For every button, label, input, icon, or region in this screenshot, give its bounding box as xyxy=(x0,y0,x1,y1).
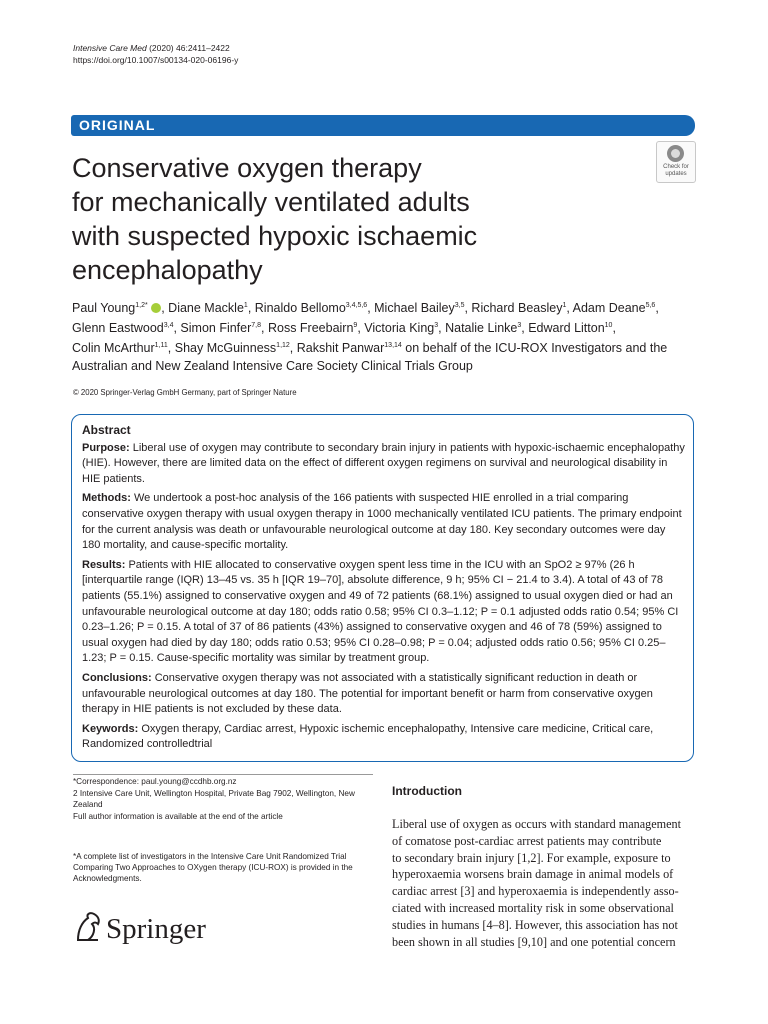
abstract-conclusions xyxy=(82,671,686,718)
author-line: Colin McArthur$^{1,11}$, Shay McGuinness$^{1,12}$, Rakshit Panwar$^{13,14}$ on behalf of the ICU-ROX Investigators and the xyxy=(72,341,668,356)
text-line: hyperoxaemia worsens brain damage in animal models of xyxy=(392,867,674,882)
section-label: Keywords: xyxy=(82,722,139,735)
check-updates-icon xyxy=(667,145,684,162)
springer-horse-icon xyxy=(72,910,104,944)
abstract-keywords xyxy=(82,722,686,753)
section-label: Purpose: xyxy=(82,441,130,454)
orcid-icon[interactable] xyxy=(151,303,161,313)
abstract-results xyxy=(82,558,686,667)
journal-name: Intensive Care Med xyxy=(73,43,147,53)
text-line: cardiac arrest [3] and hyperoxaemia is independently asso- xyxy=(392,884,679,899)
section-text: Liberal use of oxygen may contribute to secondary brain injury in patients with hypoxic-ischaemic encephalopathy (HIE). However, there are limited data on the effect of different oxygen regimens on survival and neurological disability in HIE patients. xyxy=(82,441,685,485)
abstract-heading: Abstract xyxy=(82,423,131,437)
introduction-heading: Introduction xyxy=(392,784,462,798)
text-line: to secondary brain injury [1,2]. For example, exposure to xyxy=(392,850,671,865)
journal-citation: (2020) 46:2411–2422 xyxy=(146,43,230,53)
section-text: We undertook a post-hoc analysis of the 166 patients with suspected HIE enrolled in a trial comparing conservative oxygen therapy with usual oxygen therapy in 1000 mechanically ventilated ICU patients. The primary endpoint for the current analysis was death or unfavourable neurological outcome at day 180. Key secondary outcomes were day 180 mortality, and cause-specific mortality. xyxy=(82,492,682,552)
text-line: ciated with increased mortality risk in some observational xyxy=(392,900,674,915)
text-line: of comatose post-cardiac arrest patients may contribute xyxy=(392,833,662,848)
section-label: Methods: xyxy=(82,492,131,505)
title-line: encephalopathy xyxy=(72,255,263,285)
title-line: with suspected hypoxic ischaemic xyxy=(72,221,478,251)
check-updates-label: Check for updates xyxy=(663,164,689,177)
abstract-purpose xyxy=(82,441,686,488)
abstract-box xyxy=(71,414,694,762)
copyright-notice: © 2020 Springer-Verlag GmbH Germany, part of Springer Nature xyxy=(73,388,297,397)
correspondence-note[interactable]: *Correspondence: paul.young@ccdhb.org.nz xyxy=(73,777,237,786)
introduction-text xyxy=(392,816,695,950)
text-line: studies in humans [4–8]. However, this association has not xyxy=(392,917,678,932)
abstract-methods xyxy=(82,491,686,553)
section-label: Conclusions: xyxy=(82,671,152,684)
section-label: Results: xyxy=(82,558,126,571)
section-text: Patients with HIE allocated to conservative oxygen spent less time in the ICU with an SpO2 ≥ 97% (26 h [interquartile range (IQR) 13–45 vs. 35 h [IQR 19–70], absolute difference, 9 h; 95% CI − 21.4 to 3.4). A total of 43 of 78 patients (55.1%) assigned to conservative oxygen and 49 of 72 patients (68.1%) assigned to usual oxygen died or had an unfavourable neurological outcome at day 180; odds ratio 0.58; 95% CI 0.3–1.12; P = 0.1 adjusted odds ratio 0.54; 95% CI 0.23–1.26; P = 0.15. A total of 37 of 86 patients (43%) assigned to conservative oxygen and 46 of 78 (59%) assigned to usual oxygen had died by day 180; odds ratio 0.53; 95% CI 0.28–0.98; P = 0.04; adjusted odds ratio 0.56; 95% CI 0.25–1.23; P = 0.15. Cause-specific mortality was similar by treatment group. xyxy=(82,558,679,665)
author-line: Australian and New Zealand Intensive Care Society Clinical Trials Group xyxy=(72,359,473,374)
title-line: for mechanically ventilated adults xyxy=(72,187,470,217)
full-author-info-note: Full author information is available at the end of the article xyxy=(73,812,283,821)
article-type-label: ORIGINAL xyxy=(79,117,156,133)
publisher-logo: Springer xyxy=(106,913,206,945)
text-line: Liberal use of oxygen as occurs with standard management xyxy=(392,817,682,831)
check-for-updates-badge[interactable] xyxy=(656,141,696,183)
title-line: Conservative oxygen therapy xyxy=(72,153,422,183)
article-title xyxy=(72,151,632,287)
investigators-note: *A complete list of investigators in the Intensive Care Unit Randomized Trial Comparing Two Approaches to OXygen therapy (ICU-ROX) is provided in the Acknowledgments. xyxy=(73,852,353,883)
section-text: Oxygen therapy, Cardiac arrest, Hypoxic ischemic encephalopathy, Intensive care medicine, Critical care, Randomized controlledtrial xyxy=(82,722,654,751)
section-text: Conservative oxygen therapy was not associated with a statistically significant reduction in death or unfavourable neurological outcomes at day 180. The potential for important benefit or harm from conservative oxygen therapy in HIE patients is not excluded by these data. xyxy=(82,671,653,716)
article-type-banner xyxy=(71,115,695,136)
affiliation-note: 2 Intensive Care Unit, Wellington Hospital, Private Bag 7902, Wellington, New Zealand xyxy=(73,789,355,809)
author-line: Paul Young$^{1,2*}$ , Diane Mackle$^1$, Rinaldo Bellomo$^{3,4,5,6}$, Michael Bailey$^{3,5}$, Richard Beasley$^1$, Adam Deane$^{5,6}$, xyxy=(72,301,659,316)
footnote-divider xyxy=(73,774,373,775)
author-line: Glenn Eastwood$^{3,4}$, Simon Finfer$^{7,8}$, Ross Freebairn$^9$, Victoria King$^3$, Natalie Linke$^3$, Edward Litton$^{10}$, xyxy=(72,321,616,336)
author-list xyxy=(72,297,712,375)
journal-info xyxy=(73,42,238,66)
doi-link[interactable]: https://doi.org/10.1007/s00134-020-06196-y xyxy=(73,55,239,65)
text-line: been shown in all studies [9,10] and one potential concern xyxy=(392,934,676,949)
